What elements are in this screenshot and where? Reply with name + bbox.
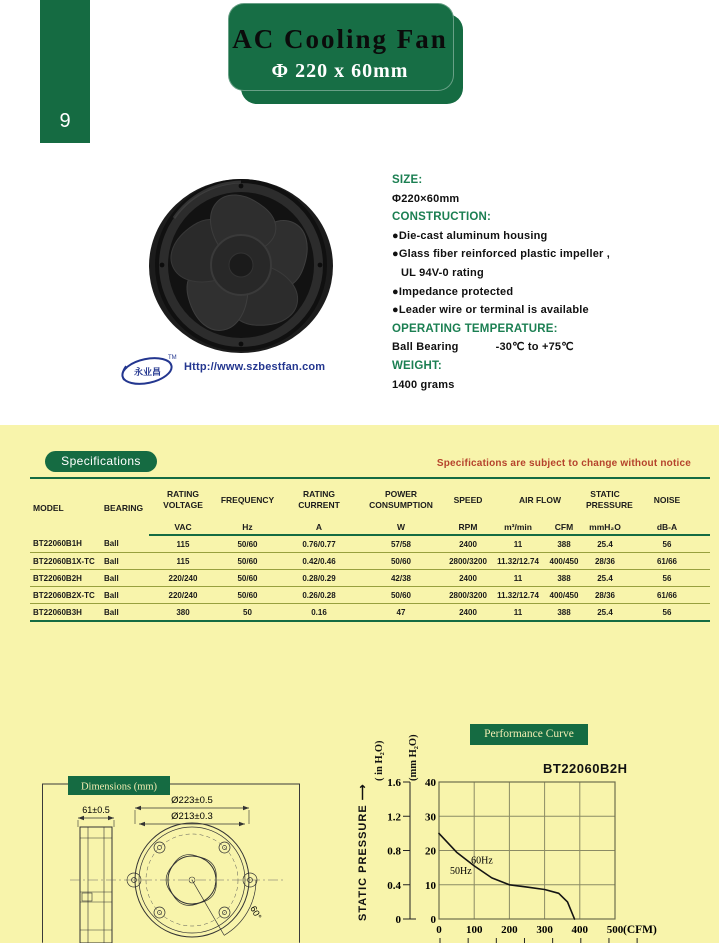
specifications-notice: Specifications are subject to change without notice xyxy=(436,458,691,469)
table-cell: 2400 xyxy=(442,570,494,587)
weight-value: 1400 grams xyxy=(392,378,455,391)
dimensions-drawing xyxy=(42,772,300,943)
operating-temperature-value xyxy=(392,338,702,357)
col-frequency: FREQUENCY xyxy=(220,495,275,505)
table-cell: BT22060B3H xyxy=(30,604,98,622)
table-cell: Ball xyxy=(98,604,149,622)
table-row xyxy=(30,535,710,553)
table-cell: 0.76/0.77 xyxy=(278,535,360,553)
col-static-pressure: STATIC PRESSURE xyxy=(586,489,633,510)
svg-text:0: 0 xyxy=(430,914,436,926)
svg-text:60Hz: 60Hz xyxy=(471,855,493,867)
construction-list xyxy=(392,227,702,320)
col-model: MODEL xyxy=(33,503,64,513)
table-cell: 28/36 xyxy=(586,587,624,604)
svg-text:40: 40 xyxy=(425,777,436,789)
y-axis-title: STATIC PRESSURE ⟶ xyxy=(357,783,369,921)
specifications-table xyxy=(30,481,710,622)
spec-table-body xyxy=(30,535,710,621)
performance-chart xyxy=(350,713,719,943)
unit-noise: dB-A xyxy=(624,519,710,535)
table-cell: 400/450 xyxy=(542,553,586,570)
col-power-consumption: POWER CONSUMPTION xyxy=(369,489,433,510)
col-speed: SPEED xyxy=(453,495,483,505)
unit-current: A xyxy=(278,519,360,535)
temperature-range: -30℃ to +75℃ xyxy=(495,341,574,354)
col-noise: NOISE xyxy=(653,495,681,505)
construction-item: ●Leader wire or terminal is available xyxy=(392,304,589,317)
table-cell: 220/240 xyxy=(149,570,217,587)
table-row xyxy=(30,604,710,622)
table-row xyxy=(30,553,710,570)
table-cell: Ball xyxy=(98,570,149,587)
unit-airflow-cfm: CFM xyxy=(542,519,586,535)
bearing-type: Ball Bearing xyxy=(392,341,459,354)
table-cell: BT22060B1X-TC xyxy=(30,553,98,570)
unit-speed: RPM xyxy=(442,519,494,535)
col-bearing: BEARING xyxy=(103,503,144,513)
table-cell: 388 xyxy=(542,535,586,553)
svg-text:0.8: 0.8 xyxy=(387,845,401,858)
page-number: 9 xyxy=(59,110,71,132)
table-cell: Ball xyxy=(98,587,149,604)
construction-item: ●Impedance protected xyxy=(392,285,514,298)
table-cell: 56 xyxy=(624,535,710,553)
table-cell: 50/60 xyxy=(217,587,278,604)
table-cell: 380 xyxy=(149,604,217,622)
dimensions-heading: Dimensions (mm) xyxy=(80,781,158,793)
size-label: SIZE: xyxy=(392,174,423,186)
page-title: AC Cooling Fan xyxy=(232,24,448,54)
table-cell: 220/240 xyxy=(149,587,217,604)
table-row xyxy=(30,587,710,604)
table-cell: 47 xyxy=(360,604,442,622)
construction-item: ●Glass fiber reinforced plastic impeller , xyxy=(392,248,611,261)
depth-dimension-label: 61±0.5 xyxy=(82,805,110,815)
table-cell: BT22060B1H xyxy=(30,535,98,553)
blade-angle-label: 60° xyxy=(248,904,264,921)
operating-temperature-label: OPERATING TEMPERATURE: xyxy=(392,322,558,335)
svg-text:400: 400 xyxy=(571,924,589,936)
table-cell: Ball xyxy=(98,553,149,570)
svg-text:500: 500 xyxy=(606,924,624,936)
side-view xyxy=(80,827,112,943)
table-cell: 28/36 xyxy=(586,553,624,570)
table-cell: 388 xyxy=(542,604,586,622)
logo-characters: 永业昌 xyxy=(134,368,162,378)
table-cell: 11.32/12.74 xyxy=(494,587,542,604)
performance-chart-plot xyxy=(350,713,719,943)
page-number-tab xyxy=(40,0,90,143)
svg-text:0: 0 xyxy=(436,924,442,936)
table-cell: 25.4 xyxy=(586,604,624,622)
table-cell: 11 xyxy=(494,570,542,587)
table-cell: 57/58 xyxy=(360,535,442,553)
chart-model-title: BT22060B2H xyxy=(543,761,628,776)
table-cell: 25.4 xyxy=(586,570,624,587)
table-cell: 0.28/0.29 xyxy=(278,570,360,587)
table-cell: 56 xyxy=(624,604,710,622)
svg-text:10: 10 xyxy=(425,879,436,892)
table-row xyxy=(30,570,710,587)
fan-product-photo xyxy=(146,178,336,354)
table-cell: 50/60 xyxy=(217,553,278,570)
col-rating-voltage: RATING VOLTAGE xyxy=(163,489,203,510)
table-cell: 11.32/12.74 xyxy=(494,553,542,570)
construction-item: UL 94V-0 rating xyxy=(401,266,484,279)
table-cell: 50 xyxy=(217,604,278,622)
table-cell: 0.26/0.28 xyxy=(278,587,360,604)
brand-logo xyxy=(118,350,182,390)
table-cell: 61/66 xyxy=(624,587,710,604)
unit-airflow-m3: m³/min xyxy=(494,519,542,535)
table-cell: 2400 xyxy=(442,535,494,553)
construction-item: ●Die-cast aluminum housing xyxy=(392,229,548,242)
outer-diameter-label: Ø223±0.5 xyxy=(171,795,213,806)
table-cell: 42/38 xyxy=(360,570,442,587)
col-rating-current: RATING CURRENT xyxy=(298,489,340,510)
table-cell: 0.16 xyxy=(278,604,360,622)
svg-text:50Hz: 50Hz xyxy=(449,865,472,877)
col-airflow: AIR FLOW xyxy=(518,495,562,505)
chart-heading: Performance Curve xyxy=(470,724,588,745)
table-cell: 50/60 xyxy=(217,570,278,587)
svg-text:30: 30 xyxy=(425,811,436,824)
table-cell: 50/60 xyxy=(360,553,442,570)
y-axis-right-unit: (mm H₂O) xyxy=(408,734,419,781)
svg-text:100: 100 xyxy=(465,924,483,936)
weight-label: WEIGHT: xyxy=(392,359,442,372)
table-cell: 388 xyxy=(542,570,586,587)
svg-text:200: 200 xyxy=(501,924,518,936)
svg-text:1.6: 1.6 xyxy=(387,777,401,789)
table-cell: BT22060B2H xyxy=(30,570,98,587)
svg-text:20: 20 xyxy=(425,845,436,858)
table-cell: 11 xyxy=(494,535,542,553)
y-axis-left-unit: ( in H₂O) xyxy=(374,740,385,781)
table-cell: 2800/3200 xyxy=(442,587,494,604)
svg-text:300: 300 xyxy=(536,924,553,936)
svg-text:0: 0 xyxy=(395,914,401,926)
table-cell: 50/60 xyxy=(217,535,278,553)
unit-voltage: VAC xyxy=(149,519,217,535)
table-cell: 2800/3200 xyxy=(442,553,494,570)
table-cell: 25.4 xyxy=(586,535,624,553)
table-cell: 11 xyxy=(494,604,542,622)
specifications-heading: Specifications xyxy=(45,451,157,472)
table-cell: 400/450 xyxy=(542,587,586,604)
table-cell: 0.42/0.46 xyxy=(278,553,360,570)
divider-line xyxy=(30,477,710,479)
unit-power: W xyxy=(360,519,442,535)
table-cell: 50/60 xyxy=(360,587,442,604)
product-info xyxy=(392,171,702,394)
table-cell: Ball xyxy=(98,535,149,553)
table-cell: 56 xyxy=(624,570,710,587)
trademark-mark: TM xyxy=(168,355,177,361)
bolt-circle-label: Ø213±0.3 xyxy=(171,811,213,822)
table-cell: BT22060B2X-TC xyxy=(30,587,98,604)
table-cell: 115 xyxy=(149,535,217,553)
table-cell: 61/66 xyxy=(624,553,710,570)
page-subtitle: Φ 220 x 60mm xyxy=(271,60,409,82)
table-cell: 2400 xyxy=(442,604,494,622)
unit-pressure: mmH₂O xyxy=(586,519,624,535)
website-link[interactable]: Http://www.szbestfan.com xyxy=(184,361,326,373)
svg-text:(CFM): (CFM) xyxy=(623,924,657,936)
unit-frequency: Hz xyxy=(217,519,278,535)
svg-text:1.2: 1.2 xyxy=(387,811,401,824)
svg-text:0.4: 0.4 xyxy=(387,879,401,892)
construction-label: CONSTRUCTION: xyxy=(392,211,492,224)
table-cell: 115 xyxy=(149,553,217,570)
size-value: Φ220×60mm xyxy=(392,192,460,205)
